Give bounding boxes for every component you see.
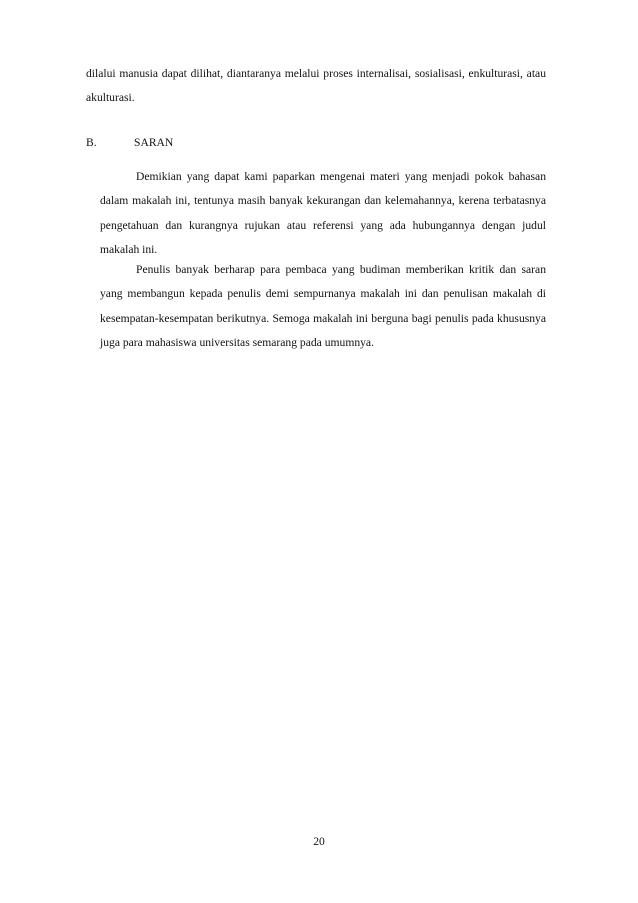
intro-paragraph: dilalui manusia dapat dilihat, diantaranya melalui proses internalisai, sosialisasi, enkulturasi, atau akulturasi. [86,67,546,105]
section-letter: B. [86,136,97,149]
saran-paragraph-1: Demikian yang dapat kami paparkan mengenai materi yang menjadi pokok bahasan dalam makalah ini, tentunya masih banyak kekurangan dan kelemahannya, kerena terbatasnya pengetahuan dan kurangnya rujukan atau referensi yang ada hubungannya dengan judul makalah ini. [100,170,546,257]
page-number: 20 [313,835,325,848]
saran-paragraph-2: Penulis banyak berharap para pembaca yang budiman memberikan kritik dan saran yang membangun kepada penulis demi sempurnanya makalah ini dan penulisan makalah di kesempatan-kesempatan berikutnya. Semoga makalah ini berguna bagi penulis pada khususnya juga para mahasiswa universitas semarang pada umumnya. [100,263,546,350]
section-heading [86,131,173,155]
section-title: SARAN [134,136,174,149]
